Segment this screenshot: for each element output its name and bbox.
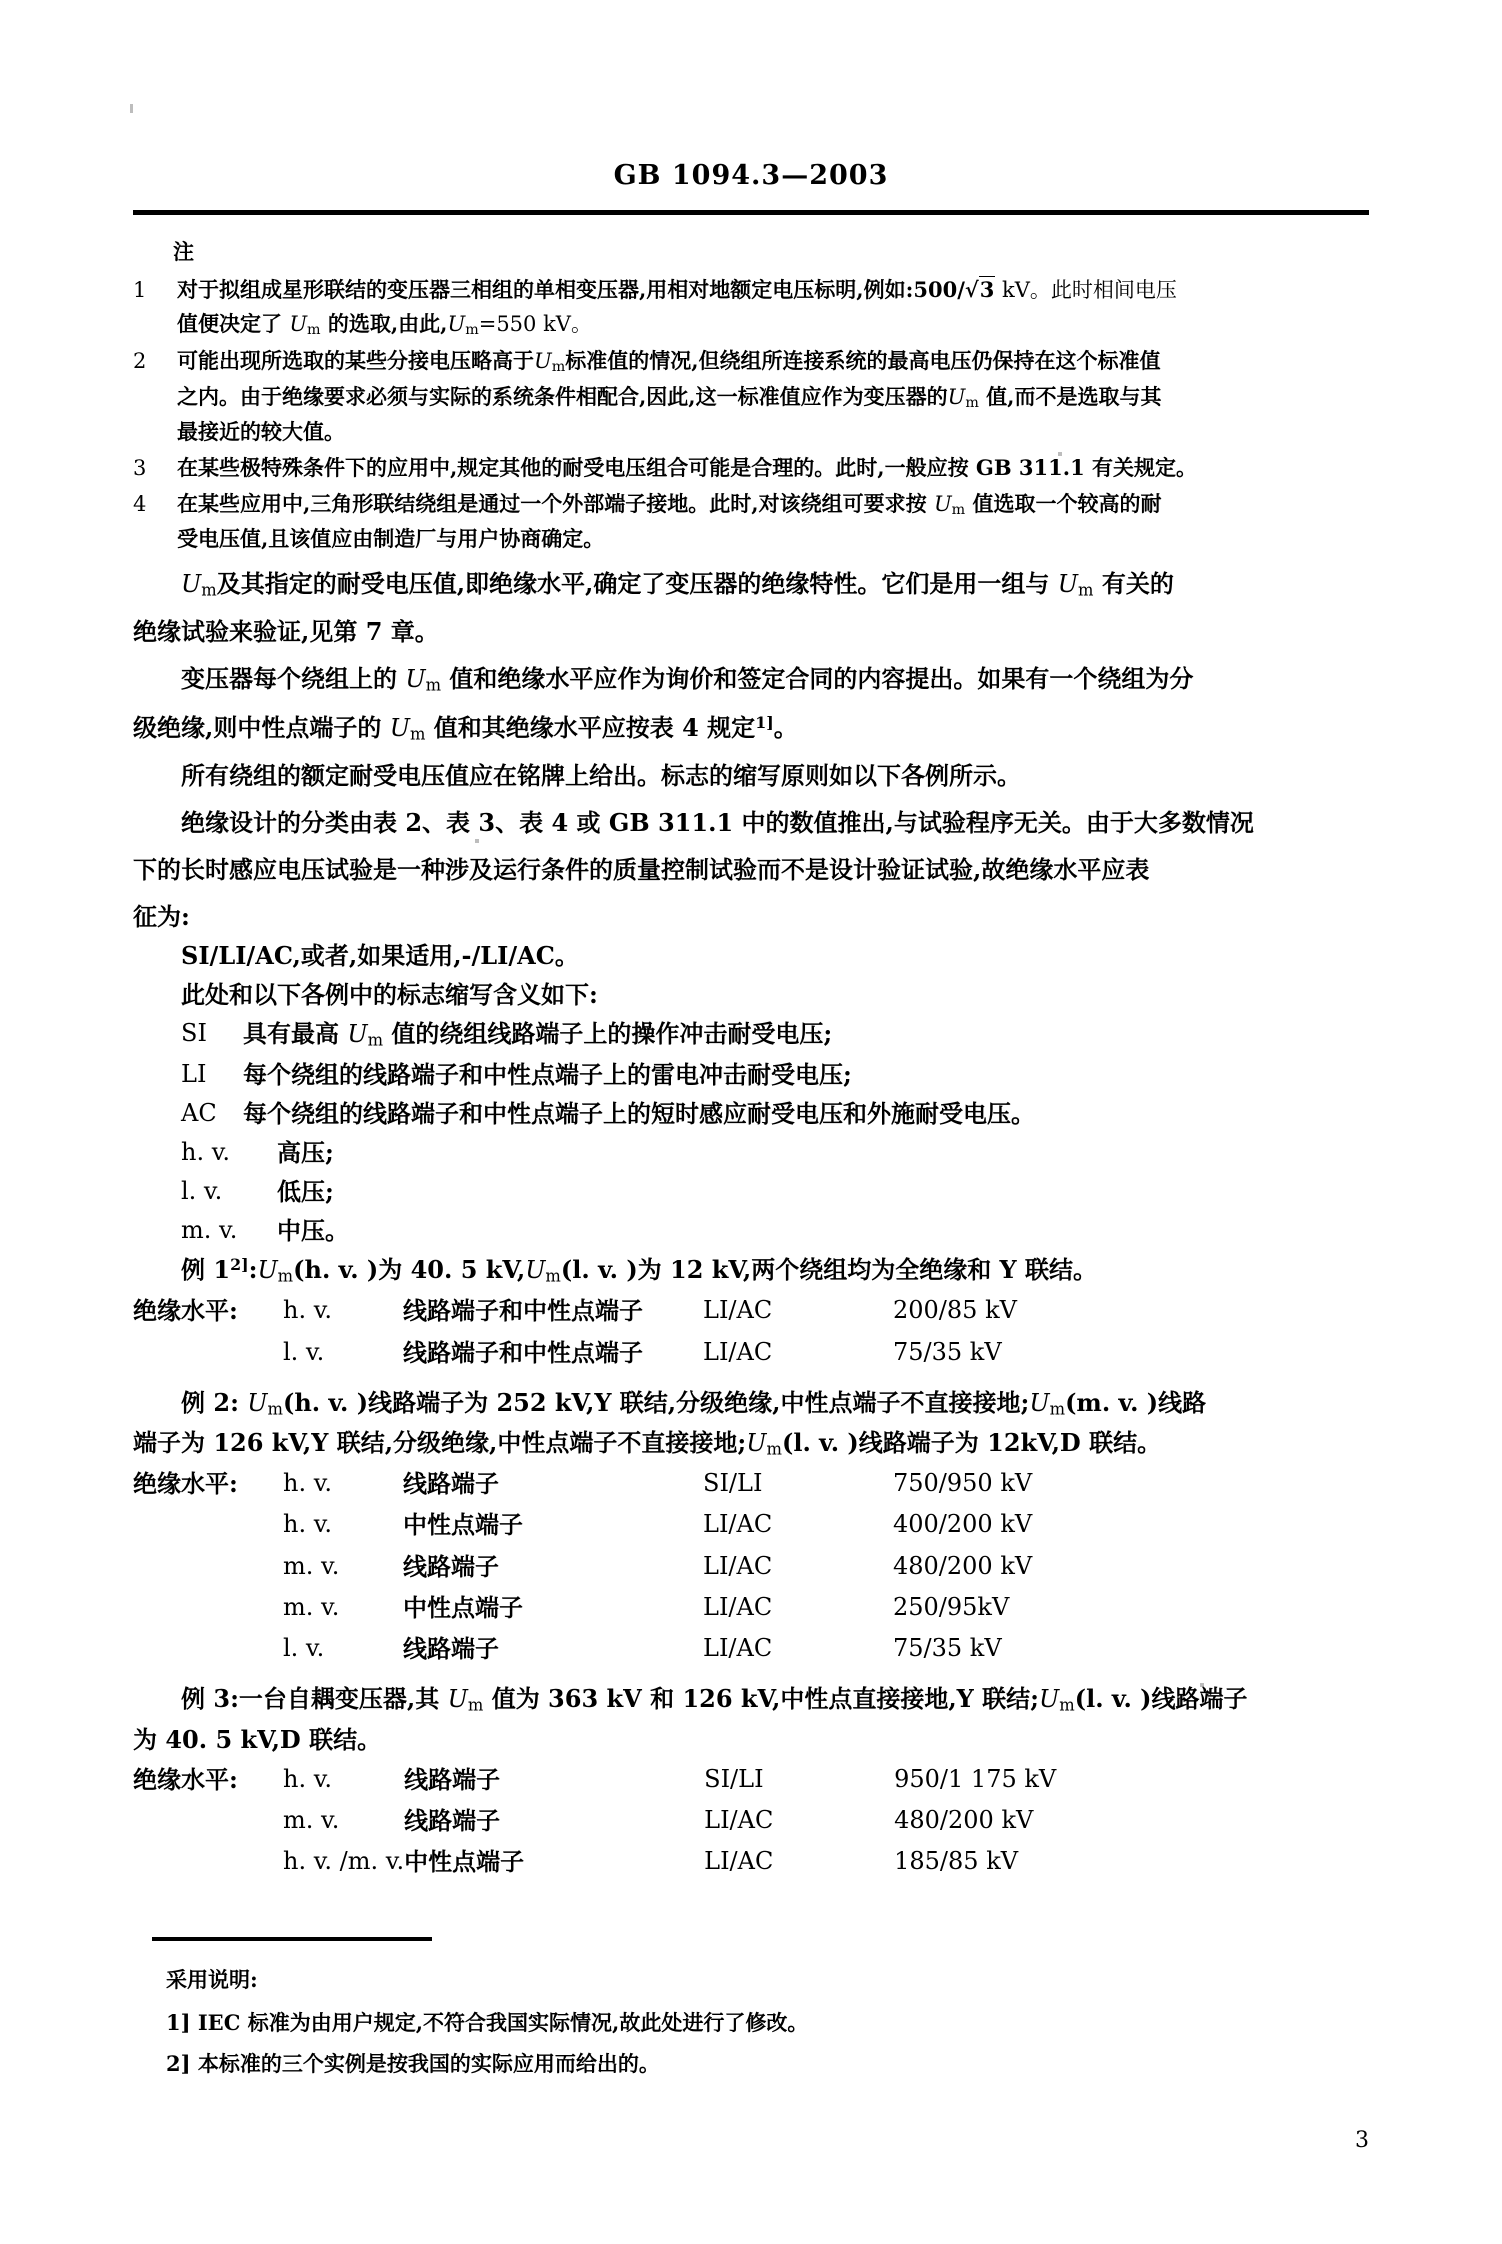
note-number: 4 <box>133 491 147 516</box>
row-test-code: SI/LI <box>703 1469 763 1498</box>
paragraph-insulation-design-l2: 下的长时感应电压试验是一种涉及运行条件的质量控制试验而不是设计验证试验,故绝缘水平应表 <box>133 855 1150 885</box>
paragraph-run: 有关的 <box>1093 569 1174 599</box>
row-terminal: 中性点端子 <box>403 1510 523 1540</box>
table-row <box>133 1759 1373 1800</box>
table-row <box>133 1463 1373 1504</box>
table-row <box>133 1841 1373 1882</box>
row-level-label <box>133 1332 283 1373</box>
note-text-line2: 受电压值,且该值应由制造厂与用户协商确定。 <box>177 526 605 552</box>
um-symbol: $U_m$ <box>1057 570 1094 600</box>
row-test-code: LI/AC <box>703 1634 773 1663</box>
row-value: 480/200 kV <box>893 1551 1033 1580</box>
sqrt-symbol: √3 <box>964 277 995 303</box>
row-value: 250/95kV <box>893 1592 1010 1621</box>
row-value: 185/85 kV <box>894 1847 1019 1876</box>
definition-abbr: m. v. <box>181 1216 238 1245</box>
definition-desc: 高压; <box>277 1137 334 1167</box>
row-terminal: 线路端子 <box>404 1806 501 1836</box>
note-text <box>177 487 1373 556</box>
paragraph-run: 变压器每个绕组上的 <box>181 664 406 694</box>
paragraph-um-insulation-cont: 绝缘试验来验证,见第 7 章。 <box>133 617 439 647</box>
example-2-levels-table <box>133 1463 1373 1669</box>
note-text-run: 标准值的情况,但绕组所连接系统的最高电压仍保持在这个标准值 <box>565 348 1161 374</box>
note-text-run: 可能出现所选取的某些分接电压略高于 <box>177 348 534 374</box>
um-symbol: $U_m$ <box>289 312 321 339</box>
paragraph-nameplate: 所有绕组的额定耐受电压值应在铭牌上给出。标志的缩写原则如以下各例所示。 <box>181 760 1021 790</box>
um-symbol: $U_m$ <box>1029 1388 1066 1419</box>
definition-desc: 每个绕组的线路端子和中性点端子上的短时感应耐受电压和外施耐受电压。 <box>243 1098 1035 1128</box>
row-winding: l. v. <box>283 1337 325 1366</box>
footnote-item: 2] 本标准的三个实例是按我国的实际应用而给出的。 <box>166 2050 660 2076</box>
paragraph-run: 值和绝缘水平应作为询价和签定合同的内容提出。如果有一个绕组为分 <box>441 664 1194 694</box>
note-text-run: 之内。由于绝缘要求必须与实际的系统条件相配合,因此,这一标准值应作为变压器的 <box>177 383 948 409</box>
row-level-label <box>133 1800 283 1841</box>
header-rule <box>133 210 1369 215</box>
um-symbol: $U_m$ <box>181 570 217 600</box>
notation-format-line: SI/LI/AC,或者,如果适用,-/LI/AC。 <box>181 941 579 971</box>
note-item <box>133 273 1373 342</box>
note-text-run: 在某些应用中,三角形联结绕组是通过一个外部端子接地。此时,对该绕组可要求按 <box>177 490 934 516</box>
footnote-item: 1] IEC 标准为由用户规定,不符合我国实际情况,故此处进行了修改。 <box>166 2009 809 2035</box>
page-header <box>0 160 1502 191</box>
note-item <box>133 487 1373 556</box>
row-test-code: LI/AC <box>704 1806 774 1835</box>
row-level-label <box>133 1587 283 1628</box>
row-level-label: 绝缘水平: <box>133 1296 238 1326</box>
paragraph-winding-um-cont <box>133 708 1373 748</box>
table-row <box>133 1504 1373 1545</box>
definition-si <box>133 1014 1373 1054</box>
example-3-intro: 例 3:一台自耦变压器,其 $U_m$ 值为 363 kV 和 126 kV,中性点直接接地,Y 联结$;U_m(l$. v. )线路端子 <box>181 1684 1248 1716</box>
row-level-label: 绝缘水平: <box>133 1469 238 1499</box>
page-number: 3 <box>1355 2128 1369 2153</box>
definition-abbr: h. v. <box>181 1137 231 1166</box>
definition-abbr: l. v. <box>181 1176 223 1205</box>
row-test-code: LI/AC <box>703 1551 773 1580</box>
row-winding: l. v. <box>283 1634 325 1663</box>
note-number: 3 <box>133 455 147 480</box>
row-value: 200/85 kV <box>893 1296 1017 1325</box>
um-symbol: $U_m$ <box>947 384 979 411</box>
table-row <box>133 1628 1373 1669</box>
row-winding: m. v. <box>283 1806 340 1835</box>
definition-lv <box>133 1172 1373 1211</box>
page-content <box>133 240 1373 1883</box>
note-text-run: 值,而不是选取与其 <box>978 383 1162 409</box>
um-symbol: $U_m$ <box>525 1256 561 1286</box>
row-value: 400/200 kV <box>893 1510 1033 1539</box>
example-3-levels-table <box>133 1759 1373 1883</box>
row-value: 75/35 kV <box>893 1634 1002 1663</box>
paragraph-run: 及其指定的耐受电压值,即绝缘水平,确定了变压器的绝缘特性。它们是用一组与 <box>216 569 1058 599</box>
note-number: 1 <box>133 278 147 303</box>
um-symbol: $U_m$ <box>1039 1685 1075 1716</box>
um-symbol: $U_m$ <box>405 665 442 696</box>
definition-desc: 低压; <box>277 1176 334 1206</box>
um-symbol: $U_m$ <box>447 312 479 339</box>
row-test-code: SI/LI <box>704 1764 764 1793</box>
paragraph-run: 。 <box>773 712 798 742</box>
row-winding: h. v. /m. v. <box>283 1847 405 1876</box>
row-terminal: 线路端子和中性点端子 <box>403 1296 643 1326</box>
row-terminal: 线路端子 <box>404 1764 501 1794</box>
row-value: 950/1 175 kV <box>894 1764 1057 1793</box>
note-text-line3: 最接近的较大值。 <box>177 418 345 444</box>
row-terminal: 线路端子 <box>403 1469 499 1499</box>
note-text <box>177 273 1373 342</box>
footnote-ref: 2] <box>230 1254 249 1274</box>
footnote-rule <box>152 1937 432 1941</box>
notes-label: 注 <box>173 239 194 264</box>
row-value: 750/950 kV <box>893 1469 1033 1498</box>
row-test-code: LI/AC <box>703 1337 773 1366</box>
footnote-ref: 1] <box>755 712 774 732</box>
row-value: 480/200 kV <box>894 1806 1034 1835</box>
note-text-run: =550 kV。 <box>478 312 592 337</box>
um-symbol: $U_m$ <box>247 1388 283 1419</box>
row-winding: h. v. <box>283 1764 333 1793</box>
um-symbol: $U_m$ <box>746 1429 782 1459</box>
um-symbol: $U_m$ <box>389 713 426 744</box>
example-1-levels-table <box>133 1290 1373 1373</box>
table-row <box>133 1800 1373 1841</box>
row-winding: m. v. <box>283 1551 340 1580</box>
row-terminal: 线路端子 <box>403 1551 499 1581</box>
um-symbol: $U_m$ <box>447 1685 484 1716</box>
note-text-line2 <box>177 307 1373 342</box>
abbrev-intro-line: 此处和以下各例中的标志缩写含义如下: <box>181 980 598 1010</box>
row-winding: h. v. <box>283 1296 333 1325</box>
example-2-intro-line2: 端子为 126 kV,Y 联结,分级绝缘,中性点端子不直接接地$;U_m(l$. v. )线路端子为 12kV,D 联结。 <box>133 1428 1162 1459</box>
um-symbol: $U_m$ <box>347 1020 384 1051</box>
standard-number: GB 1094.3—2003 <box>613 160 889 191</box>
row-winding: h. v. <box>283 1469 333 1498</box>
um-symbol: $U_m$ <box>534 349 566 376</box>
definition-abbr: SI <box>181 1019 207 1048</box>
note-text <box>177 344 1373 449</box>
definition-mv <box>133 1211 1373 1250</box>
note-text-run: kV。此时相间电压 <box>995 278 1177 303</box>
footnote-title: 采用说明: <box>166 1967 258 1992</box>
row-test-code: LI/AC <box>703 1296 773 1325</box>
row-terminal: 线路端子和中性点端子 <box>403 1337 643 1367</box>
paragraph-run: 级绝缘,则中性点端子的 <box>133 712 390 742</box>
note-text-run: 值便决定了 <box>177 311 290 337</box>
definition-abbr: LI <box>181 1059 207 1088</box>
um-symbol: $U_m$ <box>257 1256 294 1286</box>
um-symbol: $U_m$ <box>933 491 966 519</box>
note-item <box>133 344 1373 449</box>
definition-hv <box>133 1133 1373 1172</box>
example-1-intro: 例 $1^{2]}:U_m(h$. v. )为 40. 5 $kV,U_m(l$. v. )为 12 kV,两个绕组均为全绝缘和 Y 联结。 <box>181 1254 1098 1286</box>
sqrt-radicand: 3 <box>979 277 995 303</box>
row-value: 75/35 kV <box>893 1337 1002 1366</box>
note-text-run: 的选取,由此, <box>320 311 448 337</box>
paragraph-insulation-design-l3: 征为: <box>133 902 190 932</box>
row-winding: h. v. <box>283 1510 333 1539</box>
footnote-block <box>166 1960 1366 2085</box>
definition-abbr: AC <box>181 1098 217 1127</box>
row-level-label <box>133 1546 283 1587</box>
note-text-run: 值选取一个较高的耐 <box>965 490 1162 516</box>
note-text-run: 对于拟组成星形联结的变压器三相组的单相变压器,用相对地额定电压标明,例如:500/ <box>177 277 965 303</box>
row-winding: m. v. <box>283 1592 340 1621</box>
paragraph-run: 值和其绝缘水平应按表 4 规定 <box>425 712 756 742</box>
paragraph-insulation-design: 绝缘设计的分类由表 2、表 3、表 4 或 GB 311.1 中的数值推出,与试验程序无关。由于大多数情况 <box>181 807 1254 837</box>
row-level-label: 绝缘水平: <box>133 1764 238 1794</box>
row-test-code: LI/AC <box>703 1510 773 1539</box>
definition-ac <box>133 1094 1373 1133</box>
note-number: 2 <box>133 349 147 374</box>
table-row <box>133 1290 1373 1331</box>
note-text-line2 <box>177 380 1373 415</box>
row-level-label <box>133 1504 283 1545</box>
example-3-intro-line2: 为 40. 5 kV,D 联结。 <box>133 1724 382 1754</box>
example-2-intro: 例 2: $U_m(h$. v. )线路端子为 252 kV,Y 联结,分级绝缘,中性点端子不直接接地$;U_m(m$. v. )线路 <box>181 1387 1207 1419</box>
row-test-code: LI/AC <box>704 1847 774 1876</box>
definition-desc: 具有最高 $U_m$ 值的绕组线路端子上的操作冲击耐受电压; <box>243 1019 833 1051</box>
definition-desc: 中压。 <box>277 1216 349 1246</box>
row-level-label <box>133 1841 283 1882</box>
note-text: 在某些极特殊条件下的应用中,规定其他的耐受电压组合可能是合理的。此时,一般应按 GB 311.1 有关规定。 <box>177 454 1197 480</box>
table-row <box>133 1587 1373 1628</box>
paragraph-winding-um <box>133 659 1373 699</box>
row-terminal: 线路端子 <box>403 1634 499 1664</box>
row-test-code: LI/AC <box>703 1592 773 1621</box>
table-row <box>133 1546 1373 1587</box>
row-level-label <box>133 1628 283 1669</box>
definition-desc: 每个绕组的线路端子和中性点端子上的雷电冲击耐受电压; <box>243 1059 852 1089</box>
paragraph-um-insulation <box>133 564 1373 604</box>
row-terminal: 中性点端子 <box>403 1592 523 1622</box>
table-row <box>133 1332 1373 1373</box>
row-terminal: 中性点端子 <box>404 1847 525 1877</box>
note-item <box>133 451 1373 485</box>
scan-artifact <box>130 104 133 113</box>
definition-li <box>133 1055 1373 1094</box>
